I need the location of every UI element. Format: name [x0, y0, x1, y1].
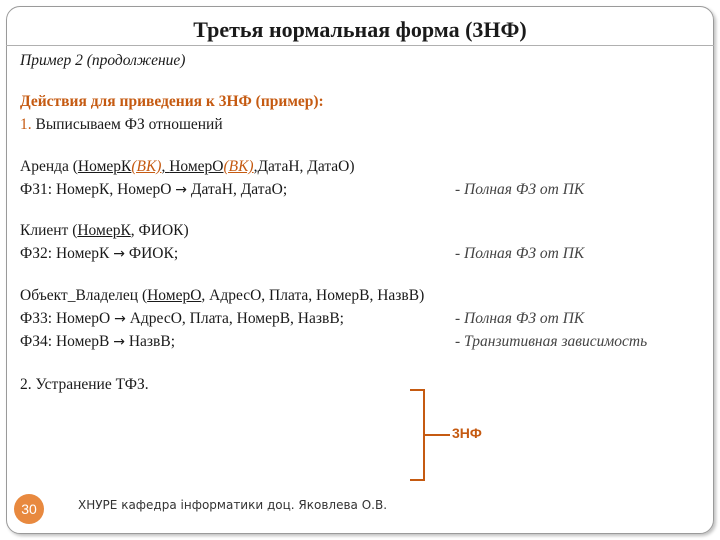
relation-client-attrs: , ФИОК)	[130, 222, 189, 239]
title-divider	[6, 45, 714, 46]
arrow-icon: →	[113, 246, 125, 262]
fd-1	[20, 181, 287, 199]
arrow-icon: →	[175, 182, 188, 198]
slide-frame	[6, 6, 714, 534]
page-number: 30	[21, 501, 37, 517]
key-nomero: НомерО	[147, 287, 202, 304]
fd-4	[20, 333, 175, 351]
subtitle: Пример 2 (продолжение)	[20, 52, 186, 69]
fk-marker: (ВК)	[131, 158, 162, 175]
fd-2-right: ФИОК;	[128, 245, 179, 262]
fd-2-note: - Полная ФЗ от ПК	[455, 245, 585, 262]
step-1-number: 1.	[20, 116, 32, 133]
fd-3-right: АдресО, Плата, НомерВ, НазвВ;	[129, 310, 344, 327]
footer-text: ХНУРЕ кафедра інформатики доц. Яковлева О.В.	[78, 498, 388, 512]
fd-3	[20, 310, 344, 328]
fd-3-left: ФЗ3: НомерО	[20, 310, 111, 327]
slide-title: Третья нормальная форма (3НФ)	[193, 17, 527, 42]
fd-2-left: ФЗ2: НомерК	[20, 245, 110, 262]
relation-owner-name: Объект_Владелец (	[20, 287, 148, 304]
brace-icon	[408, 388, 458, 488]
fd-1-left: ФЗ1: НомерК, НомерО	[20, 181, 172, 198]
actions-heading: Действия для приведения к 3НФ (пример):	[20, 93, 324, 110]
key-nomerk: НомерК	[77, 222, 131, 239]
relation-owner	[20, 287, 424, 305]
key-nomerk: НомерК	[77, 158, 132, 175]
relation-client	[20, 222, 189, 240]
fk-marker: (ВК)	[223, 158, 254, 175]
nf-result-label: 3НФ	[452, 425, 482, 441]
key-nomero: НомерО	[169, 158, 224, 175]
fd-1-note: - Полная ФЗ от ПК	[455, 181, 585, 198]
step-1	[20, 116, 223, 134]
fd-3-note: - Полная ФЗ от ПК	[455, 310, 585, 327]
arrow-icon: →	[113, 334, 125, 350]
arrow-icon: →	[114, 311, 126, 327]
page-number-badge	[14, 494, 44, 524]
step-1-text: Выписываем ФЗ отношений	[35, 116, 223, 133]
fd-4-note: - Транзитивная зависимость	[455, 333, 648, 350]
relation-owner-attrs: , АдресО, Плата, НомерВ, НазвВ)	[201, 287, 425, 304]
relation-arenda	[20, 158, 355, 176]
fd-2	[20, 245, 178, 263]
fd-4-right: НазвВ;	[128, 333, 176, 350]
step-2: 2. Устранение ТФЗ.	[20, 376, 149, 393]
relation-client-name: Клиент (	[20, 222, 78, 239]
key-separator: ,	[161, 158, 170, 175]
fd-1-right: ДатаН, ДатаО;	[190, 181, 288, 198]
fd-4-left: ФЗ4: НомерВ	[20, 333, 110, 350]
relation-arenda-attrs: ,ДатаН, ДатаО)	[253, 158, 355, 175]
relation-arenda-name: Аренда (	[20, 158, 78, 175]
